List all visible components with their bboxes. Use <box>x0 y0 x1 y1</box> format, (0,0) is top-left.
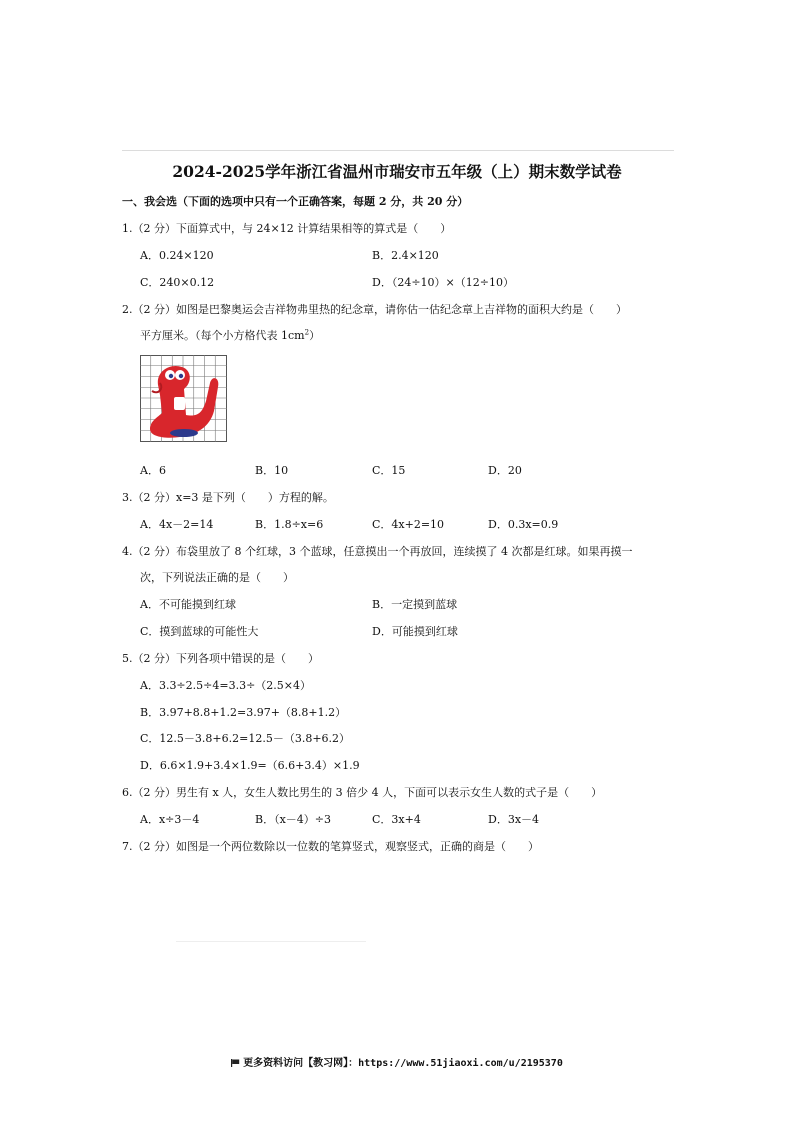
q1-option-d[interactable]: D．（24÷10）×（12÷10） <box>372 276 514 289</box>
mascot-grid-figure <box>140 355 227 442</box>
question-2-stem: 2.（2 分）如图是巴黎奥运会吉祥物弗里热的纪念章，请你估一估纪念章上吉祥物的面积大约是（ ） <box>122 303 627 316</box>
page-title: 2024-2025学年浙江省温州市瑞安市五年级（上）期末数学试卷 <box>172 162 622 181</box>
question-6-stem: 6.（2 分）男生有 x 人，女生人数比男生的 3 倍少 4 人，下面可以表示女生人数的式子是（ ） <box>122 786 603 799</box>
footer-link[interactable]: 更多资料访问【教习网】：https://www.51jiaoxi.com/u/2195370 <box>243 1058 563 1069</box>
q6-option-a[interactable]: A．x÷3－4 <box>140 813 200 826</box>
q6-option-c[interactable]: C．3x+4 <box>372 813 421 826</box>
q4-option-d[interactable]: D．可能摸到红球 <box>372 625 458 638</box>
header-rule <box>122 150 674 151</box>
q3-option-c[interactable]: C．4x+2=10 <box>372 518 445 531</box>
q2-option-d[interactable]: D．20 <box>488 464 522 477</box>
question-7-stem: 7.（2 分）如图是一个两位数除以一位数的笔算竖式，观察竖式，正确的商是（ ） <box>122 840 539 853</box>
page-divider <box>176 941 366 942</box>
q2-option-b[interactable]: B．10 <box>255 464 289 477</box>
q5-option-b[interactable]: B．3.97+8.8+1.2=3.97+（8.8+1.2） <box>140 706 347 719</box>
question-3-stem: 3.（2 分）x=3 是下列（ ）方程的解。 <box>122 491 334 504</box>
q4-option-a[interactable]: A．不可能摸到红球 <box>140 598 236 611</box>
q2-option-a[interactable]: A．6 <box>140 464 166 477</box>
question-4-stem: 4.（2 分）布袋里放了 8 个红球，3 个蓝球，任意摸出一个再放回，连续摸了 4 次都是红球。如果再摸一 <box>122 545 633 558</box>
q4-option-b[interactable]: B．一定摸到蓝球 <box>372 598 458 611</box>
q6-option-b[interactable]: B．（x－4）÷3 <box>255 813 332 826</box>
q2-option-c[interactable]: C．15 <box>372 464 406 477</box>
flag-icon <box>231 1059 240 1067</box>
q5-option-a[interactable]: A．3.3÷2.5÷4=3.3÷（2.5×4） <box>140 679 311 692</box>
section-heading: 一、我会选（下面的选项中只有一个正确答案，每题 2 分，共 20 分） <box>122 195 469 208</box>
q5-option-c[interactable]: C．12.5－3.8+6.2=12.5－（3.8+6.2） <box>140 732 351 745</box>
q3-option-d[interactable]: D．0.3x=0.9 <box>488 518 559 531</box>
question-4-stem-cont: 次，下列说法正确的是（ ） <box>140 571 294 584</box>
question-2-stem-cont: 平方厘米。（每个小方格代表 $1cm^2$） <box>140 328 321 342</box>
q1-option-b[interactable]: B．2.4×120 <box>372 249 439 262</box>
q1-option-c[interactable]: C．240×0.12 <box>140 276 215 289</box>
q4-option-c[interactable]: C．摸到蓝球的可能性大 <box>140 625 259 638</box>
q6-option-d[interactable]: D．3x－4 <box>488 813 540 826</box>
q5-option-d[interactable]: D．6.6×1.9+3.4×1.9=（6.6+3.4）×1.9 <box>140 759 360 772</box>
footer <box>0 1054 794 1069</box>
q3-option-a[interactable]: A．4x－2=14 <box>140 518 214 531</box>
q1-option-a[interactable]: A．0.24×120 <box>140 249 214 262</box>
question-1-stem: 1.（2 分）下面算式中，与 24×12 计算结果相等的算式是（ ） <box>122 222 452 235</box>
question-5-stem: 5.（2 分）下列各项中错误的是（ ） <box>122 652 319 665</box>
q3-option-b[interactable]: B．1.8÷x=6 <box>255 518 324 531</box>
